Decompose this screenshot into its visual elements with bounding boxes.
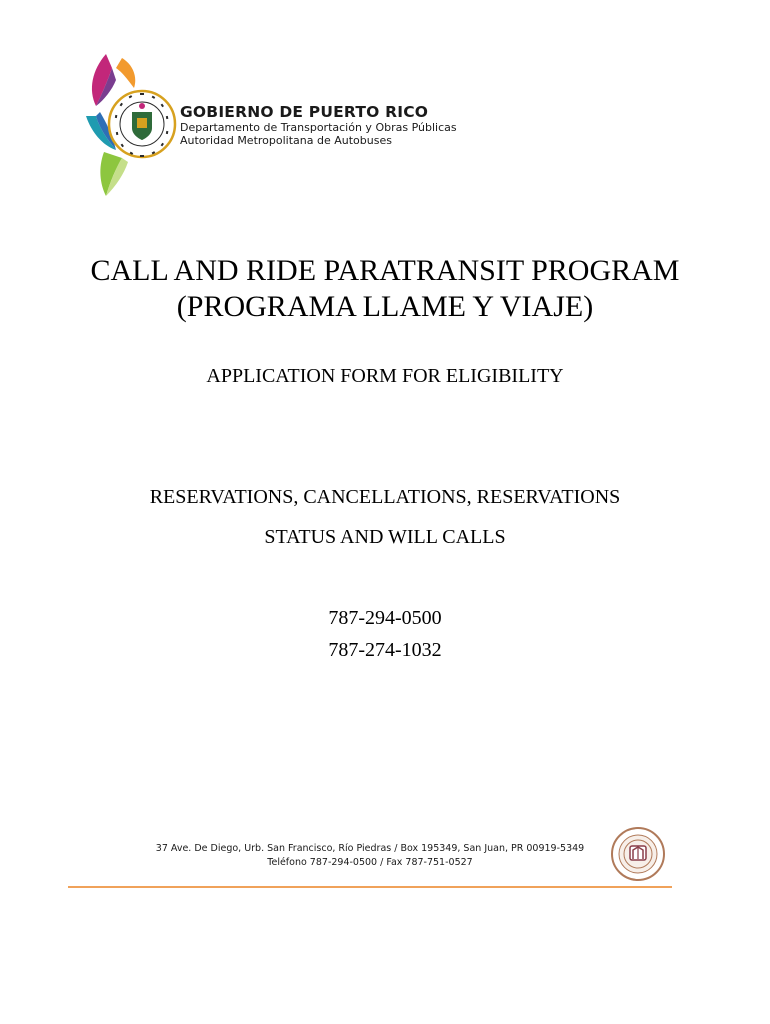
- seal-crown: [139, 103, 145, 109]
- form-subtitle: APPLICATION FORM FOR ELIGIBILITY: [206, 365, 564, 387]
- department-name: Departamento de Transportación y Obras Públicas: [180, 121, 457, 134]
- authority-name: Autoridad Metropolitana de Autobuses: [180, 134, 392, 147]
- footer-contact: Teléfono 787-294-0500 / Fax 787-751-0527: [267, 857, 473, 868]
- government-logo: [82, 50, 182, 200]
- authority-seal-icon: [610, 826, 666, 882]
- footer-address-block: [150, 842, 590, 870]
- reservations-heading-line1: RESERVATIONS, CANCELLATIONS, RESERVATIONS: [149, 486, 621, 508]
- phone-number: 787-274-1032: [328, 639, 442, 661]
- government-heading: [180, 103, 457, 147]
- program-title: CALL AND RIDE PARATRANSIT PROGRAM: [90, 254, 680, 287]
- seal-shield-emblem: [137, 118, 147, 128]
- government-name: GOBIERNO DE PUERTO RICO: [180, 103, 429, 121]
- ribbon-orange: [116, 58, 135, 88]
- footer-address: 37 Ave. De Diego, Urb. San Francisco, Río Piedras / Box 195349, San Juan, PR 00919-5349: [155, 843, 585, 854]
- footer-divider: [68, 886, 672, 888]
- reservations-heading-line2: STATUS AND WILL CALLS: [264, 526, 506, 548]
- program-title-spanish: (PROGRAMA LLAME Y VIAJE): [176, 290, 594, 323]
- phone-number: 787-294-0500: [328, 607, 442, 629]
